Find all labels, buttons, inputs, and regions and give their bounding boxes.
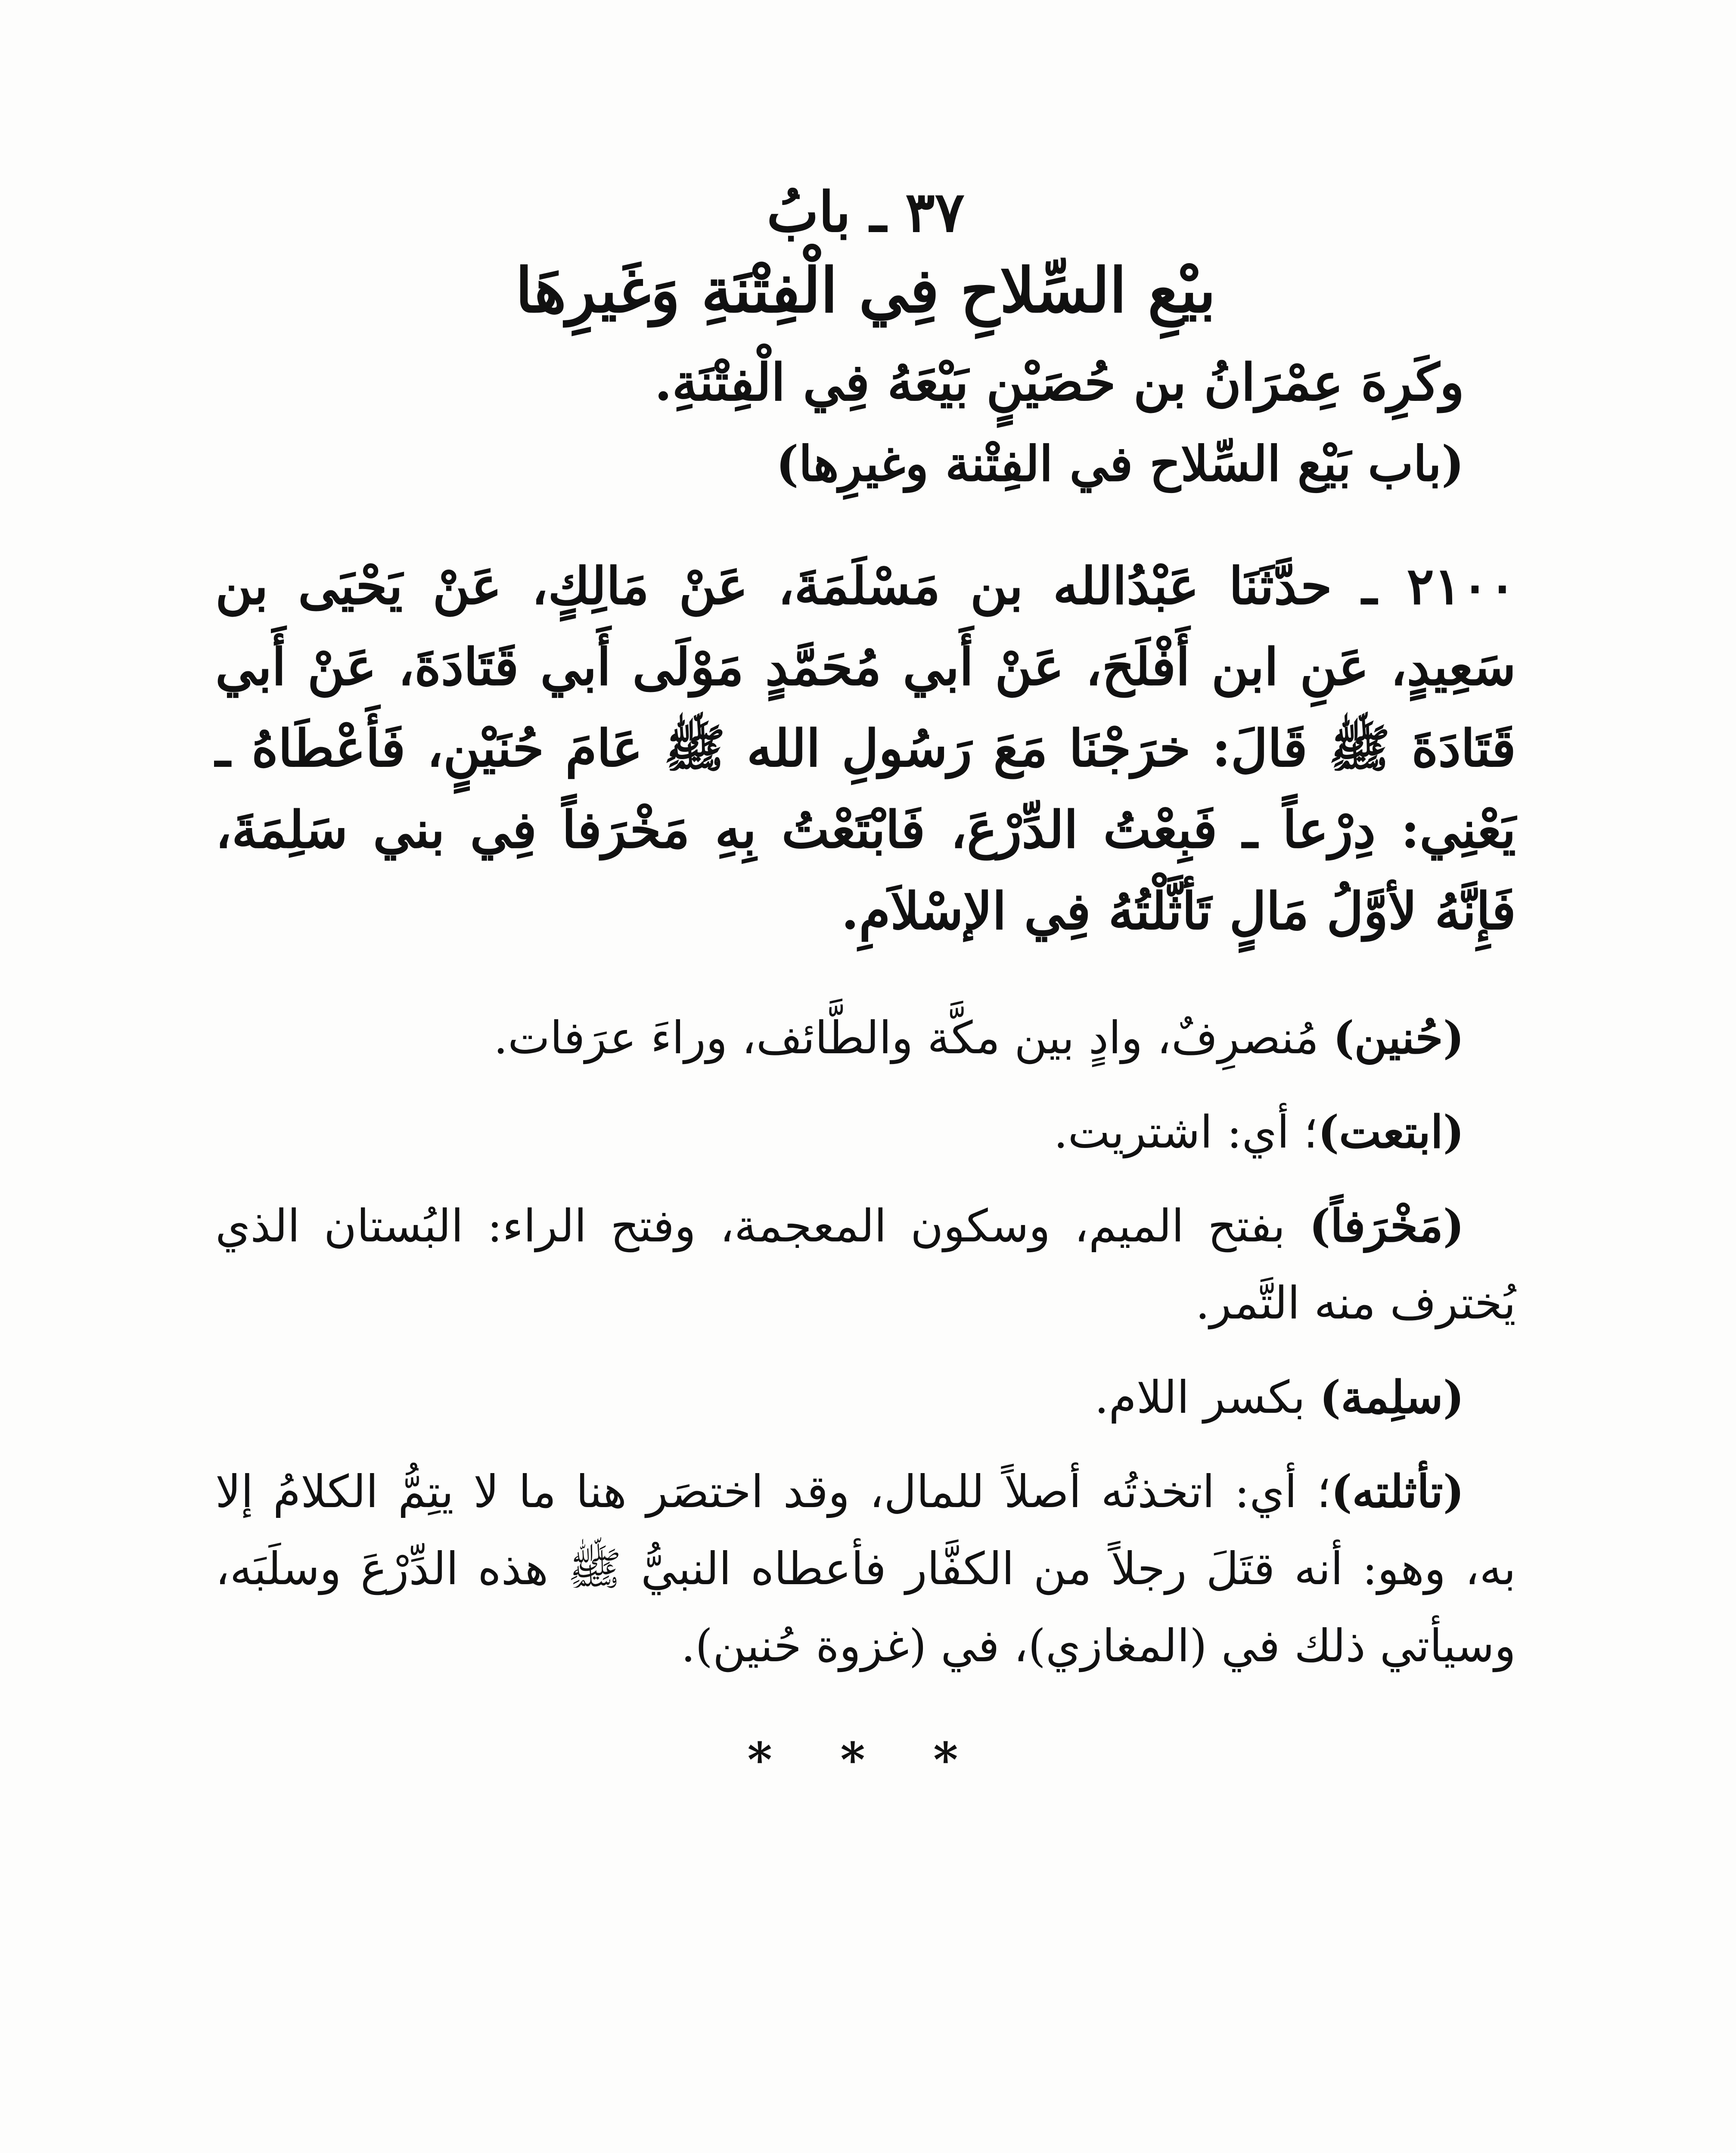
commentary <box>215 999 1516 1685</box>
commentary-paragraph <box>215 1188 1516 1342</box>
commentary-paragraph <box>215 999 1516 1076</box>
commentary-term: (تأثلته) <box>1331 1465 1464 1518</box>
commentary-paragraph <box>215 1453 1516 1685</box>
chapter-number: ٣٧ ـ بابُ <box>767 180 965 245</box>
commentary-text: بفتح الميم، وسكون المعجمة، وفتح الراء: البُستان الذي يُخترف منه التَّمر. <box>215 1200 1516 1330</box>
section-separator: * * * <box>747 1731 984 1787</box>
chapter-note: وكَرِهَ عِمْرَانُ بن حُصَيْنٍ بَيْعَهُ فِي الْفِتْنَةِ. <box>654 352 1464 412</box>
commentary-text: بكسر اللام. <box>1094 1371 1320 1424</box>
section-heading: (باب بَيْع السِّلاح في الفِتْنة وغيرِها) <box>776 435 1464 492</box>
commentary-term: (مَخْرَفاً) <box>1309 1199 1464 1253</box>
chapter-title: بيْعِ السِّلاحِ فِي الْفِتْنَةِ وَغَيرِهَا <box>515 255 1216 327</box>
hadith-text: ٢١٠٠ ـ حدَّثَنَا عَبْدُالله بن مَسْلَمَةَ، عَنْ مَالِكٍ، عَنْ يَحْيَى بن سَعِيدٍ، عَنِ ابن أَفْلَحَ، عَنْ أَبي مُحَمَّدٍ مَوْلَى أَبي قَتَادَةَ، عَنْ أَبي قَتَادَةَ ﷺ قَالَ: خرَجْنَا مَعَ رَسُولِ الله ﷺ عَامَ حُنَيْنٍ، فَأَعْطَاهُ ـ يَعْنِي: دِرْعاً ـ فَبِعْتُ الدِّرْعَ، فَابْتَعْتُ بِهِ مَخْرَفاً فِي بني سَلِمَةَ، فَإِنَّهُ لأوَّلُ مَالٍ تَأثَّلْتُهُ فِي الإسْلاَمِ. <box>215 555 1516 941</box>
commentary-paragraph <box>215 1359 1516 1436</box>
commentary-term: (حُنين) <box>1333 1011 1464 1064</box>
commentary-paragraph <box>215 1094 1516 1171</box>
commentary-term: (ابتعت) <box>1318 1105 1464 1158</box>
commentary-text: مُنصرِفٌ، وادٍ بين مكَّة والطَّائف، وراءَ عرَفات. <box>494 1011 1333 1064</box>
page-content <box>215 181 1516 1787</box>
commentary-text: ؛ أي: اشتريت. <box>1053 1105 1318 1158</box>
commentary-term: (سلِمة) <box>1320 1371 1464 1424</box>
commentary-text: ؛ أي: اتخذتُه أصلاً للمال، وقد اختصَر هنا ما لا يتِمُّ الكلامُ إلا به، وهو: أنه قتَلَ رجلاً من الكفَّار فأعطاه النبيُّ ﷺ هذه الدِّرْعَ وسلَبَه، وسيأتي ذلك في (المغازي)، في (غزوة حُنين). <box>215 1465 1516 1672</box>
